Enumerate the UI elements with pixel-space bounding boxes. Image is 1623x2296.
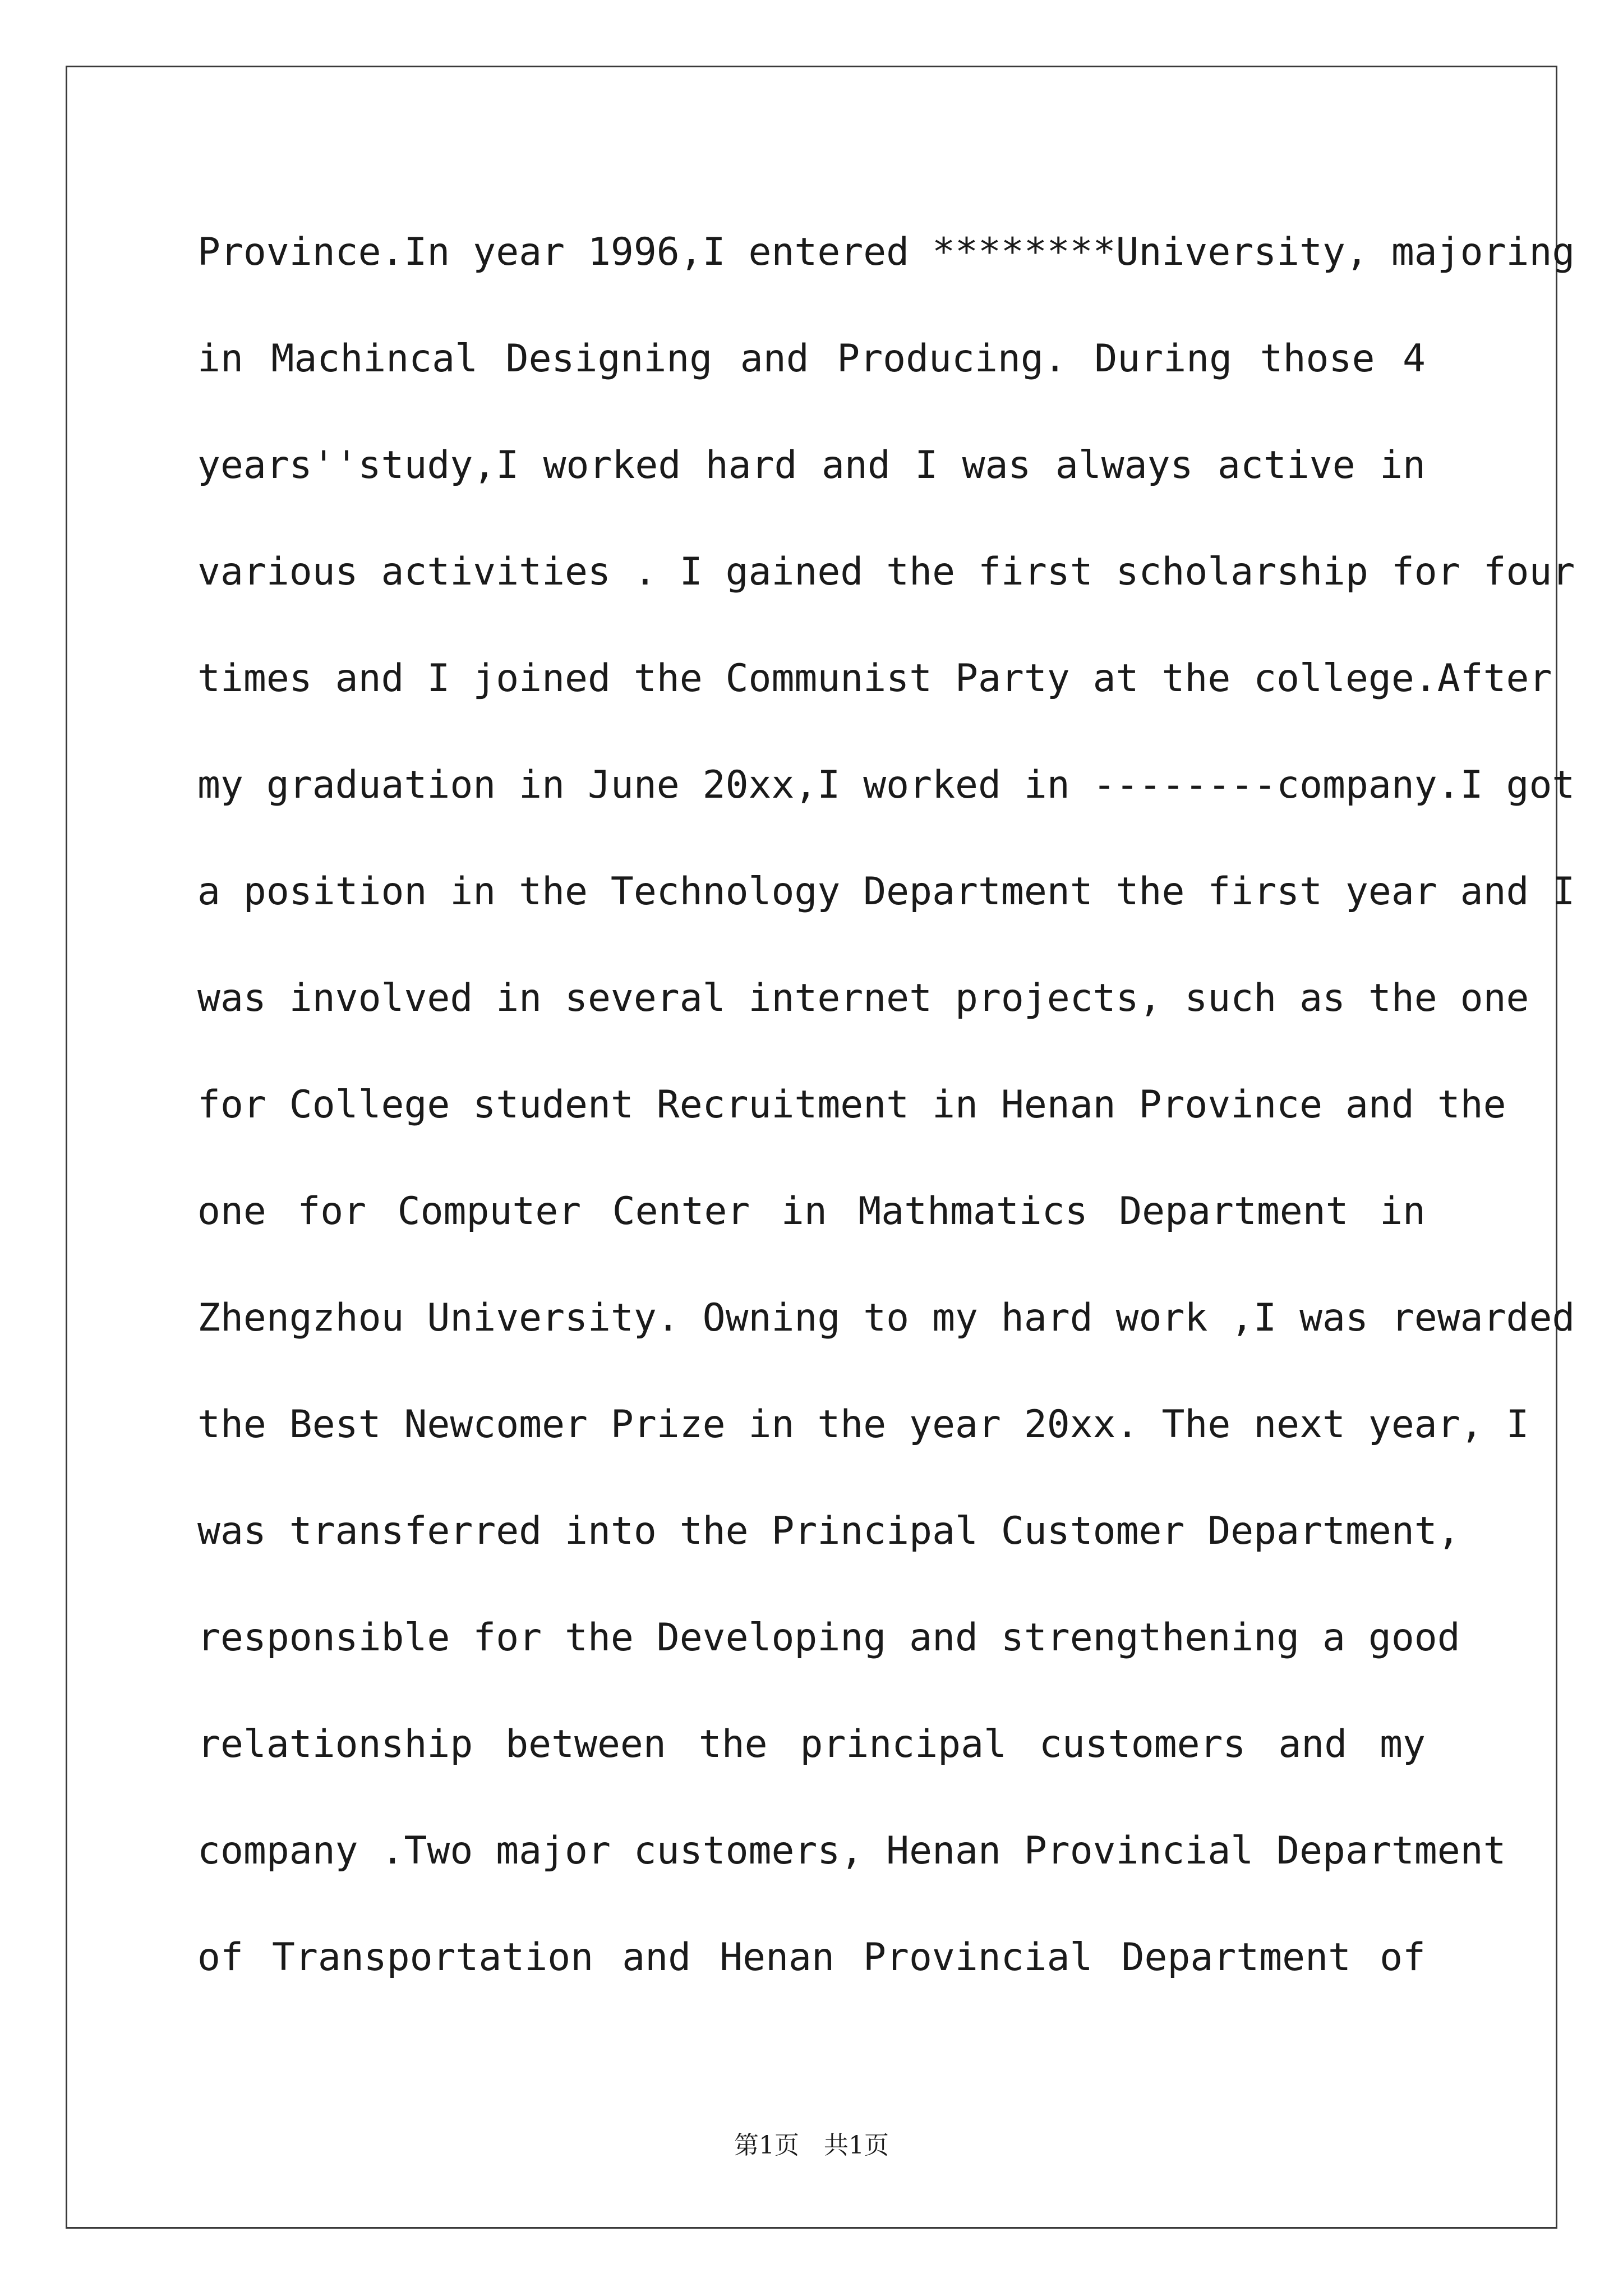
document-body [197,226,1575,2037]
text-line: in Machincal Designing and Producing. During those 4 [197,337,1426,381]
text-line: Province.In year 1996,I entered ********University, majoring [197,230,1575,274]
text-line: of Transportation and Henan Provincial Department of [197,1935,1426,1980]
text-line: responsible for the Developing and strengthening a good [197,1616,1460,1660]
text-line: the Best Newcomer Prize in the year 20xx. The next year, I [197,1402,1529,1447]
text-line: times and I joined the Communist Party at the college.After [197,656,1552,701]
text-line: was involved in several internet projects, such as the one [197,976,1529,1020]
text-line: my graduation in June 20xx,I worked in --------company.I got [197,763,1575,807]
text-line: was transferred into the Principal Customer Department, [197,1509,1460,1553]
text-line: a position in the Technology Department the first year and I [197,869,1575,914]
page-number-footer: 第1页 共1页 [734,2131,889,2160]
text-line: one for Computer Center in Mathmatics Department in [197,1189,1426,1234]
text-line: various activities . I gained the first scholarship for four [197,550,1575,594]
text-line: company .Two major customers, Henan Provincial Department [197,1829,1506,1873]
text-line: Zhengzhou University. Owning to my hard work ,I was rewarded [197,1296,1575,1340]
text-line: for College student Recruitment in Henan Province and the [197,1083,1506,1127]
text-line: relationship between the principal customers and my [197,1722,1426,1766]
text-line: years''study,I worked hard and I was always active in [197,443,1426,487]
